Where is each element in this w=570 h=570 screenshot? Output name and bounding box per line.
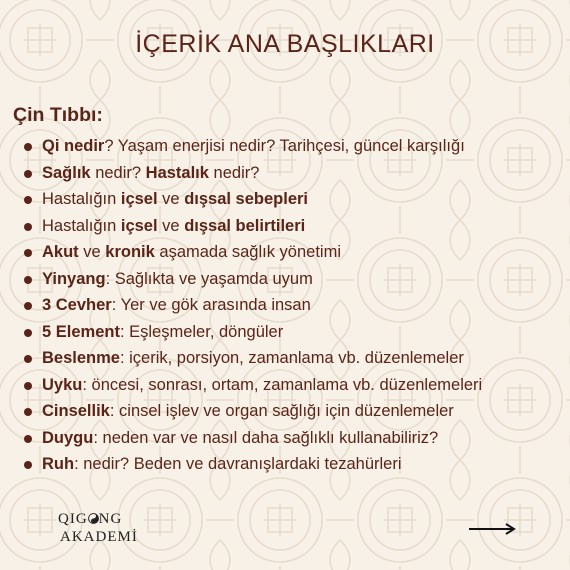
logo-line-1: QIG NG [58, 511, 123, 527]
bullet-icon [24, 196, 32, 204]
bullet-icon [24, 355, 32, 363]
topic-keyword: Cinsellik [42, 402, 110, 420]
topic-keyword: Ruh [42, 455, 75, 473]
topic-text: Hastalığın [42, 190, 121, 208]
topic-text: : nedir? Beden ve davranışlardaki tezahürleri [74, 455, 402, 473]
yinyang-icon [88, 513, 99, 524]
topic-list [20, 133, 565, 478]
topic-keyword: Duygu [42, 428, 94, 447]
bullet-icon [24, 461, 32, 469]
topic-text: ve [157, 190, 185, 208]
topic-text: nedir? [90, 163, 146, 182]
list-item [20, 451, 565, 478]
topic-keyword: Yinyang [42, 269, 106, 288]
topic-keyword: 5 Element [42, 322, 120, 341]
bullet-icon [24, 382, 32, 390]
topic-keyword: Sağlık [42, 163, 91, 182]
bullet-icon [24, 249, 32, 257]
topic-text: Hastalığın [42, 216, 121, 235]
topic-keyword: 3 Cevher [42, 296, 112, 314]
bullet-icon [24, 143, 32, 151]
bullet-icon [24, 223, 32, 231]
topic-text: ? Yaşam enerjisi nedir? Tarihçesi, güncel karşılığı [104, 137, 465, 155]
bullet-icon [24, 435, 32, 443]
topic-text: : cinsel işlev ve organ sağlığı için düzenlemeler [109, 402, 454, 420]
list-item [20, 266, 565, 293]
bullet-icon [24, 329, 32, 337]
topic-keyword: içsel [120, 190, 158, 208]
topic-keyword: Uyku [42, 375, 83, 394]
list-item [20, 372, 565, 399]
topic-keyword: Akut [42, 243, 79, 261]
topic-keyword: Beslenme [42, 349, 120, 367]
topic-keyword: dışsal belirtileri [184, 216, 306, 235]
bullet-icon [24, 302, 32, 310]
list-item [20, 425, 565, 452]
list-item [20, 292, 565, 319]
list-item [20, 133, 565, 160]
bullet-icon [24, 408, 32, 416]
list-item [20, 186, 565, 213]
topic-text: aşamada sağlık yönetimi [154, 243, 341, 261]
topic-text: ve [78, 243, 106, 261]
topic-text: nedir? [208, 163, 260, 182]
topic-text: ve [157, 216, 185, 235]
bullet-icon [24, 276, 32, 284]
topic-text: : neden var ve nasıl daha sağlıklı kullanabiliriz? [93, 428, 439, 447]
section-heading: Çin Tıbbı: [13, 104, 103, 126]
topic-keyword: içsel [120, 216, 158, 235]
topic-text: : Yer ve gök arasında insan [111, 296, 311, 314]
topic-keyword: Hastalık [145, 163, 209, 182]
list-item [20, 239, 565, 266]
topic-keyword: kronik [105, 243, 155, 261]
topic-text: : Sağlıkta ve yaşamda uyum [105, 269, 313, 288]
logo-line-2: AKADEMİ [60, 529, 138, 545]
qigong-akademi-logo [58, 512, 138, 545]
arrow-right-icon[interactable] [468, 522, 516, 536]
list-item [20, 398, 565, 425]
list-item [20, 319, 565, 346]
topic-text: : Eşleşmeler, döngüler [119, 322, 284, 341]
page-title: İÇERİK ANA BAŞLIKLARI [135, 30, 435, 58]
topic-keyword: Qi nedir [42, 137, 105, 155]
bullet-icon [24, 170, 32, 178]
topic-text: : öncesi, sonrası, ortam, zamanlama vb. düzenlemeleri [82, 375, 483, 394]
list-item [20, 345, 565, 372]
topic-keyword: dışsal sebepleri [184, 190, 309, 208]
list-item [20, 213, 565, 240]
list-item [20, 160, 565, 187]
topic-text: : içerik, porsiyon, zamanlama vb. düzenlemeler [119, 349, 464, 367]
